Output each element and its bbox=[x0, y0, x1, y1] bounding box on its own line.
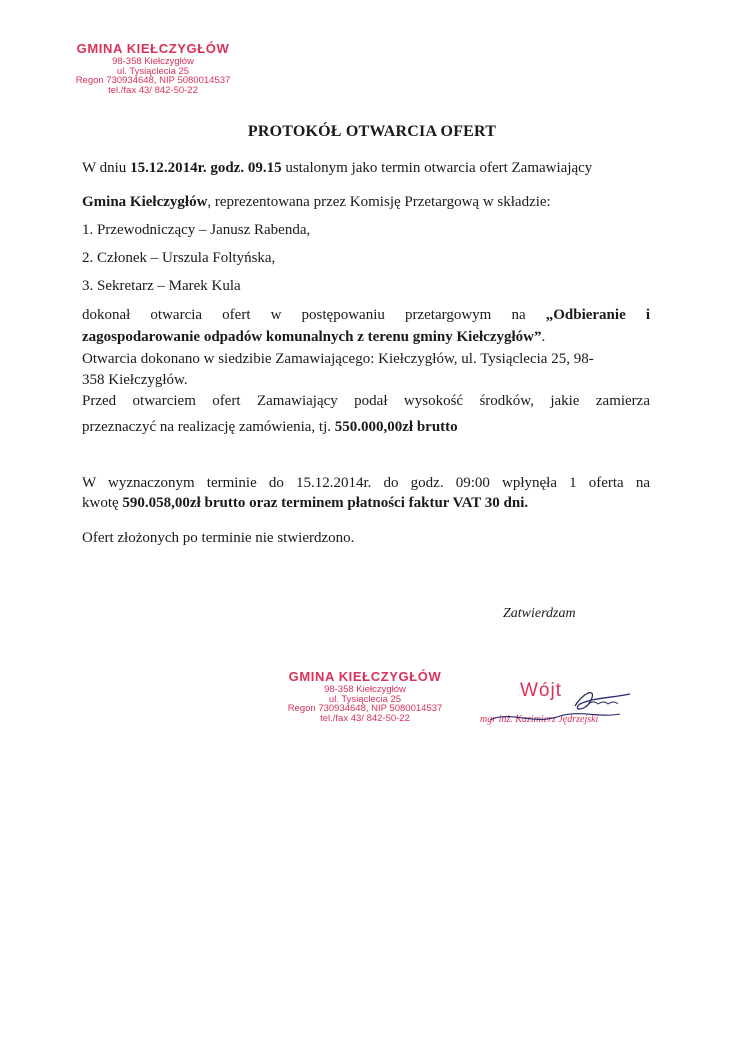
signature-role: Wójt bbox=[520, 680, 562, 701]
stamp-title: GMINA KIEŁCZYGŁÓW bbox=[288, 669, 442, 684]
document-title: PROTOKÓŁ OTWARCIA OFERT bbox=[247, 123, 497, 140]
place-line1: Otwarcia dokonano w siedzibie Zamawiającego: Kiełczygłów, ul. Tysiąclecia 25, 98- bbox=[82, 351, 594, 367]
intro-paragraph: W dniu 15.12.2014r. godz. 09.15 ustalonym jako termin otwarcia ofert Zamawiający bbox=[82, 160, 593, 176]
signature-name: mgr inż. Kazimierz Jędrzejski bbox=[480, 714, 599, 725]
committee-member: 2. Członek – Urszula Foltyńska, bbox=[82, 250, 276, 266]
stamp-street: ul. Tysiąclecia 25 bbox=[116, 65, 190, 77]
place-line2: 358 Kiełczygłów. bbox=[82, 372, 188, 388]
stamp-title: GMINA KIEŁCZYGŁÓW bbox=[76, 41, 230, 56]
offer-line2: kwotę 590.058,00zł brutto oraz terminem płatności faktur VAT 30 dni. bbox=[82, 495, 529, 511]
late-offers-note: Ofert złożonych po terminie nie stwierdzono. bbox=[82, 530, 355, 546]
opening-paragraph-line1: dokonał otwarcia ofert w postępowaniu przetargowym na „Odbieranie i bbox=[82, 307, 650, 323]
intro-paragraph-2: Gmina Kiełczygłów, reprezentowana przez Komisję Przetargową w składzie: bbox=[82, 194, 551, 210]
stamp-street: ul. Tysiąclecia 25 bbox=[328, 693, 402, 705]
stamp-address: 98-358 Kiełczygłów bbox=[112, 56, 194, 67]
committee-member: 3. Sekretarz – Marek Kula bbox=[82, 278, 241, 294]
tender-subject: zagospodarowanie odpadów komunalnych z terenu gminy Kiełczygłów” bbox=[82, 329, 542, 345]
offer-amount: 590.058,00zł brutto oraz terminem płatności faktur VAT 30 dni. bbox=[122, 495, 529, 511]
budget-line2: przeznaczyć na realizację zamówienia, tj. 550.000,00zł brutto bbox=[82, 419, 458, 435]
contracting-authority: Gmina Kiełczygłów bbox=[82, 194, 208, 210]
mayor-signature-stamp bbox=[480, 680, 640, 740]
offer-line1: W wyznaczonym terminie do 15.12.2014r. do godz. 09:00 wpłynęła 1 oferta na bbox=[82, 475, 650, 491]
stamp-address: 98-358 Kiełczygłów bbox=[324, 684, 406, 695]
opening-date: 15.12.2014r. godz. 09.15 bbox=[130, 160, 282, 176]
stamp-phone: tel./fax 43/ 842-50-22 bbox=[320, 712, 410, 724]
budget-amount: 550.000,00zł brutto bbox=[334, 419, 458, 435]
opening-paragraph-line2: zagospodarowanie odpadów komunalnych z terenu gminy Kiełczygłów”. bbox=[82, 329, 546, 345]
budget-line1: Przed otwarciem ofert Zamawiający podał wysokość środków, jakie zamierza bbox=[82, 393, 650, 409]
stamp-regon: Regon 730934648, NIP 5080014537 bbox=[287, 703, 443, 714]
handwritten-signature bbox=[480, 680, 640, 740]
stamp-regon: Regon 730934648, NIP 5080014537 bbox=[75, 75, 231, 86]
footer-stamp bbox=[272, 670, 458, 723]
stamp-phone: tel./fax 43/ 842-50-22 bbox=[108, 84, 198, 96]
approval-label: Zatwierdzam bbox=[503, 606, 576, 621]
committee-member: 1. Przewodniczący – Janusz Rabenda, bbox=[82, 222, 311, 238]
header-stamp bbox=[60, 42, 246, 95]
